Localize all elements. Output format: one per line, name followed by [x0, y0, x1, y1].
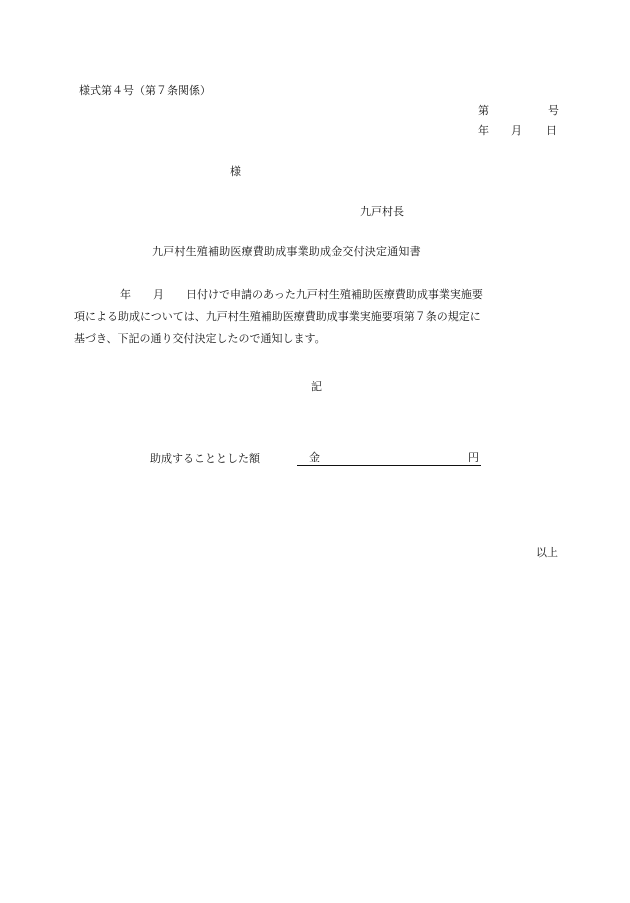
date-month: 月 [511, 124, 522, 137]
amount-kin: 金 [309, 451, 320, 464]
document-title: 九戸村生殖補助医療費助成事業助成金交付決定通知書 [152, 245, 421, 258]
amount-yen: 円 [468, 451, 479, 464]
body-line-1-year: 年 [120, 288, 131, 301]
amount-label: 助成することとした額 [150, 452, 260, 465]
body-line-3: 基づき、下記の通り交付決定したので通知します。 [74, 332, 326, 345]
body-text [74, 284, 524, 350]
date-year: 年 [478, 124, 489, 137]
date-day: 日 [546, 124, 557, 137]
amount-field [297, 451, 481, 466]
ki-heading: 記 [311, 380, 322, 393]
body-line-1-month: 月 [153, 288, 164, 301]
closing-ijo: 以上 [536, 546, 558, 559]
body-line-1-rest: 日付けで申請のあった九戸村生殖補助医療費助成事業実施要 [186, 288, 483, 301]
document-number-prefix: 第 [478, 104, 489, 117]
issuer-name: 九戸村長 [360, 205, 404, 218]
addressee-honorific: 様 [230, 165, 241, 178]
body-line-2: 項による助成については、九戸村生殖補助医療費助成事業実施要項第７条の規定に [74, 310, 481, 323]
form-number: 様式第４号（第７条関係） [79, 84, 211, 97]
document-number-suffix: 号 [548, 104, 559, 117]
body-line-1 [74, 284, 524, 306]
